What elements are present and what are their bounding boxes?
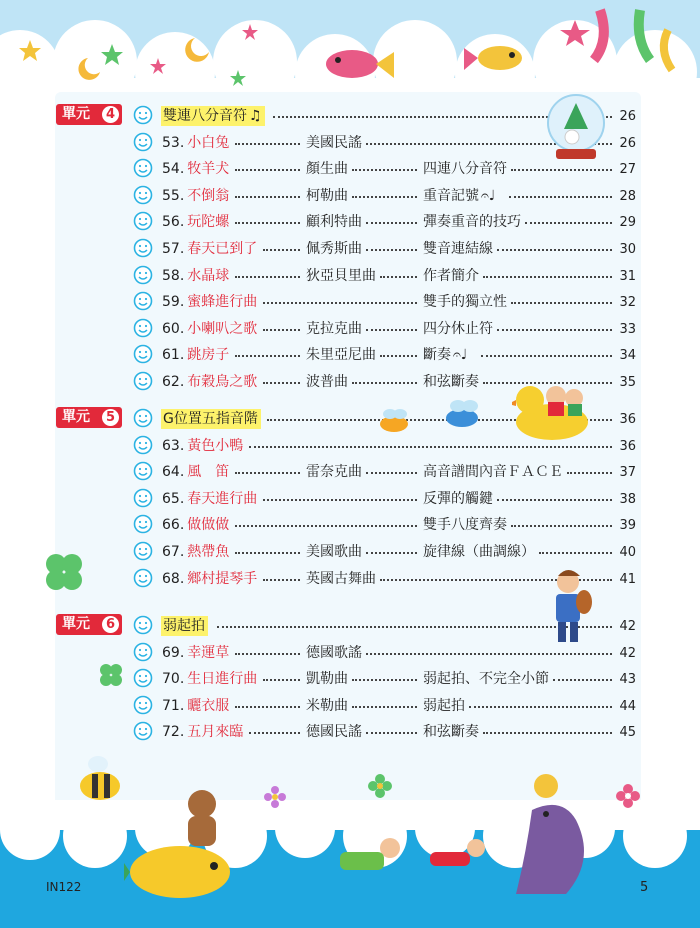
lesson-topic (423, 212, 521, 232)
page-ref: 26 (619, 135, 636, 151)
lesson-topic (423, 266, 479, 286)
unit-badge-label: 單元 (62, 409, 90, 425)
page-ref: 39 (619, 518, 636, 534)
child-swimmer-icon (330, 832, 410, 882)
bear-on-fish-icon (124, 780, 244, 902)
lesson-topic (423, 345, 467, 365)
dot-leader (249, 732, 300, 734)
composer: 德國歌謠 (306, 644, 362, 661)
page-ref: 42 (619, 619, 636, 634)
song-entry (162, 372, 257, 392)
smiley-icon (133, 642, 153, 662)
page-ref: 34 (619, 348, 636, 364)
smiley-icon (133, 105, 153, 125)
unit-number: 5 (102, 409, 119, 426)
smiley-icon (133, 211, 153, 231)
song-number: 53. (162, 134, 185, 151)
song-title: 風 笛 (187, 464, 230, 481)
lesson-topic-text: 高音譜間內音ＦＡＣＥ (423, 464, 563, 481)
song-row[interactable] (0, 237, 700, 261)
song-row[interactable] (0, 460, 700, 484)
smiley-icon (133, 158, 153, 178)
song-title: 布穀鳥之歌 (187, 374, 258, 390)
song-row[interactable] (0, 434, 700, 458)
dot-leader (380, 355, 417, 357)
lesson-topic (423, 489, 493, 509)
unit-badge-label: 單元 (62, 616, 90, 632)
song-entry (162, 186, 229, 206)
song-row[interactable] (0, 720, 700, 744)
song-number: 56. (162, 214, 185, 231)
song-number: 64. (162, 464, 185, 481)
composer: 克拉克曲 (306, 320, 362, 337)
dot-leader (511, 302, 612, 304)
music-symbol-icon: 𝄐♩ (453, 347, 468, 364)
dot-leader (235, 472, 300, 474)
seal-icon (512, 770, 622, 900)
lesson-topic (423, 186, 495, 206)
page-ref: 27 (619, 162, 636, 178)
smiley-icon (133, 371, 153, 391)
moon-icon (185, 38, 209, 62)
star-icon (19, 40, 41, 61)
flower-icon (594, 10, 672, 70)
star-icon (150, 58, 166, 74)
song-title: 不倒翁 (187, 187, 230, 204)
song-title: 牧羊犬 (187, 161, 230, 178)
dot-leader (263, 499, 417, 501)
dot-leader (235, 276, 300, 278)
song-row[interactable] (0, 184, 700, 208)
song-entry (162, 643, 229, 663)
page-ref: 32 (619, 295, 636, 311)
song-row[interactable] (0, 540, 700, 564)
fish-icon (326, 50, 394, 78)
song-entry (162, 212, 229, 232)
song-number: 61. (162, 347, 185, 364)
song-entry (162, 722, 243, 742)
dot-leader (235, 552, 300, 554)
song-number: 65. (162, 490, 185, 507)
dot-leader (352, 382, 417, 384)
song-number: 55. (162, 187, 185, 204)
smiley-icon (133, 541, 153, 561)
smiley-icon (133, 488, 153, 508)
moon-icon (78, 58, 100, 80)
song-number: 60. (162, 320, 185, 337)
smiley-icon (133, 238, 153, 258)
song-row[interactable] (0, 370, 700, 394)
lesson-topic-text: 和弦斷奏 (423, 724, 479, 741)
page-ref: 36 (619, 438, 636, 454)
page-ref: 43 (619, 672, 636, 688)
page-ref: 31 (619, 268, 636, 284)
lesson-topic-text: 旋律線（曲調線） (423, 544, 535, 560)
page-number: 5 (640, 880, 649, 895)
unit-badge (56, 614, 122, 635)
dot-leader (483, 732, 612, 734)
dot-leader (469, 706, 612, 708)
dot-leader (497, 249, 612, 251)
page-ref: 28 (619, 188, 636, 204)
dot-leader (525, 222, 612, 224)
unit-badge (56, 104, 122, 125)
dot-leader (511, 525, 612, 527)
composer: 波普曲 (306, 374, 348, 390)
composer: 顏生曲 (306, 161, 348, 178)
smiley-icon (133, 615, 153, 635)
dot-leader (263, 579, 300, 581)
song-row[interactable] (0, 317, 700, 341)
clover-icon (96, 660, 126, 690)
unit-title-text: 雙連八分音符 (163, 108, 247, 124)
song-entry (162, 436, 243, 456)
song-title: 黃色小鴨 (187, 437, 244, 454)
unit-title (161, 106, 265, 126)
page-ref: 40 (619, 545, 636, 560)
child-swimmer-icon (420, 836, 490, 876)
page-ref: 42 (619, 645, 636, 661)
song-entry (162, 542, 229, 562)
smiley-icon (133, 461, 153, 481)
star-icon (242, 24, 258, 40)
lesson-topic (423, 372, 479, 392)
lesson-topic-text: 重音記號 (423, 187, 479, 204)
page-ref: 41 (619, 571, 636, 587)
flower-icon (616, 784, 640, 808)
song-title: 春天已到了 (187, 241, 258, 257)
song-title: 五月來臨 (187, 724, 244, 741)
composer: 顧利特曲 (306, 214, 362, 231)
smiley-icon (133, 435, 153, 455)
song-number: 57. (162, 241, 185, 257)
dot-leader (366, 249, 417, 251)
song-entry (162, 159, 229, 179)
song-number: 54. (162, 161, 185, 178)
composer: 英國古舞曲 (306, 570, 376, 587)
dot-leader (481, 355, 612, 357)
dot-leader (235, 653, 300, 655)
lesson-topic-text: 四連八分音符 (423, 161, 507, 178)
song-number: 72. (162, 724, 185, 741)
lesson-topic (423, 159, 507, 179)
song-number: 69. (162, 644, 185, 661)
lesson-topic (423, 696, 465, 716)
dot-leader (366, 329, 417, 331)
song-title: 春天進行曲 (187, 490, 258, 507)
song-entry (162, 489, 257, 509)
star-icon (101, 44, 123, 65)
song-title: 水晶球 (187, 267, 230, 284)
dot-leader (235, 706, 300, 708)
dot-leader (352, 706, 417, 708)
dot-leader (263, 249, 300, 251)
smiley-icon (133, 344, 153, 364)
composer: 美國民謠 (306, 134, 362, 151)
song-entry (162, 292, 257, 312)
dot-leader (235, 143, 300, 145)
dot-leader (366, 732, 417, 734)
song-entry (162, 696, 229, 716)
dot-leader (509, 196, 612, 198)
smiley-icon (133, 408, 153, 428)
composer: 朱里亞尼曲 (306, 347, 376, 364)
page-ref: 30 (619, 242, 636, 257)
music-symbol-icon: 𝄐♩ (481, 187, 496, 204)
song-row[interactable] (0, 290, 700, 314)
song-number: 66. (162, 517, 185, 534)
song-title: 幸運草 (187, 644, 230, 661)
unit-badge (56, 407, 122, 428)
composer: 美國歌曲 (306, 544, 362, 560)
dot-leader (352, 196, 417, 198)
composer: 米勒曲 (306, 697, 348, 714)
smiley-icon (133, 668, 153, 688)
song-title: 玩陀螺 (187, 214, 230, 231)
composer: 雷奈克曲 (306, 464, 362, 481)
song-number: 58. (162, 267, 185, 284)
dot-leader (235, 169, 300, 171)
lesson-topic-text: 四分休止符 (423, 320, 493, 337)
song-entry (162, 669, 257, 689)
lesson-topic-text: 彈奏重音的技巧 (423, 214, 521, 231)
song-entry (162, 133, 229, 153)
song-entry (162, 569, 257, 589)
page-ref: 26 (619, 109, 636, 124)
bee-icon (72, 752, 126, 808)
fish-icon (464, 46, 522, 70)
song-row[interactable] (0, 343, 700, 367)
smiley-icon (133, 132, 153, 152)
dot-leader (235, 222, 300, 224)
lesson-topic-text: 雙手八度齊奏 (423, 517, 507, 534)
dot-leader (497, 499, 612, 501)
song-number: 62. (162, 374, 185, 390)
song-title: 跳房子 (187, 347, 230, 364)
song-title: 熱帶魚 (187, 544, 230, 560)
song-title: 生日進行曲 (187, 671, 258, 688)
unit-number: 4 (102, 106, 119, 123)
lesson-topic (423, 515, 507, 535)
dot-leader (235, 196, 300, 198)
unit-title (161, 616, 208, 636)
smiley-icon (133, 318, 153, 338)
dot-leader (235, 525, 417, 527)
dot-leader (366, 552, 417, 554)
song-number: 68. (162, 570, 185, 587)
song-entry (162, 266, 229, 286)
page-ref: 36 (619, 412, 636, 427)
flower-icon (264, 786, 286, 808)
composer: 德國民謠 (306, 724, 362, 741)
dot-leader (263, 329, 300, 331)
song-number: 59. (162, 294, 185, 311)
lesson-topic (423, 292, 507, 312)
page-ref: 33 (619, 321, 636, 337)
smiley-icon (133, 695, 153, 715)
star-icon (560, 20, 590, 46)
dot-leader (511, 169, 612, 171)
song-number: 63. (162, 437, 185, 454)
lesson-topic (423, 319, 493, 339)
song-number: 67. (162, 544, 185, 560)
music-note-icon: ♫ (249, 108, 262, 124)
composer: 狄亞貝里曲 (306, 267, 376, 284)
lesson-topic-text: 雙音連結線 (423, 241, 493, 257)
page-ref: 37 (619, 465, 636, 481)
clover-icon (40, 548, 88, 596)
song-row[interactable] (0, 513, 700, 537)
lesson-topic (423, 669, 549, 689)
smiley-icon (133, 265, 153, 285)
lesson-topic (423, 462, 563, 482)
song-title: 曬衣服 (187, 697, 230, 714)
smiley-icon (133, 291, 153, 311)
smiley-icon (133, 568, 153, 588)
dot-leader (249, 446, 612, 448)
lesson-topic (423, 722, 479, 742)
dot-leader (263, 679, 300, 681)
lesson-topic (423, 542, 535, 562)
unit-title-text: 弱起拍 (163, 618, 205, 634)
lesson-topic-text: 反彈的觸鍵 (423, 490, 493, 507)
dot-leader (366, 653, 612, 655)
duck-icon (512, 372, 594, 442)
lesson-topic-text: 和弦斷奏 (423, 374, 479, 390)
composer: 凱勒曲 (306, 671, 348, 688)
bee-icon (374, 408, 414, 436)
dot-leader (483, 276, 612, 278)
snow-globe-icon (542, 93, 610, 163)
page-ref: 35 (619, 375, 636, 390)
lesson-topic-text: 作者簡介 (423, 267, 479, 284)
song-entry (162, 462, 229, 482)
page-ref: 45 (619, 725, 636, 741)
dot-leader (497, 329, 612, 331)
unit-title-text: G位置五指音階 (163, 411, 258, 427)
dot-leader (352, 169, 417, 171)
song-title: 鄉村提琴手 (187, 570, 258, 587)
song-number: 71. (162, 697, 185, 714)
dot-leader (366, 472, 417, 474)
lesson-topic-text: 斷奏 (423, 347, 451, 364)
bee-icon (440, 400, 486, 432)
unit-title (161, 409, 261, 429)
song-number: 70. (162, 671, 185, 688)
flower-icon (368, 774, 392, 798)
song-title: 蜜蜂進行曲 (187, 294, 258, 311)
song-row[interactable] (0, 264, 700, 288)
song-title: 做做做 (187, 517, 230, 534)
lesson-topic-text: 弱起拍、不完全小節 (423, 671, 549, 688)
dot-leader (352, 679, 417, 681)
song-entry (162, 515, 229, 535)
page-ref: 38 (619, 491, 636, 507)
page-ref: 44 (619, 698, 636, 714)
smiley-icon (133, 185, 153, 205)
lesson-topic-text: 弱起拍 (423, 697, 465, 714)
lesson-topic-text: 雙手的獨立性 (423, 294, 507, 311)
violinist-icon (546, 568, 598, 644)
song-entry (162, 239, 257, 259)
dot-leader (235, 355, 300, 357)
book-code: IN122 (46, 880, 82, 894)
song-row[interactable] (0, 694, 700, 718)
song-row[interactable] (0, 487, 700, 511)
composer: 柯勒曲 (306, 187, 348, 204)
page-ref: 29 (619, 215, 636, 231)
unit-number: 6 (102, 616, 119, 633)
unit-badge-label: 單元 (62, 106, 90, 122)
song-row[interactable] (0, 210, 700, 234)
dot-leader (263, 302, 417, 304)
dot-leader (380, 276, 417, 278)
song-entry (162, 319, 257, 339)
smiley-icon (133, 514, 153, 534)
unit-header-row[interactable] (0, 407, 700, 431)
smiley-icon (133, 721, 153, 741)
star-icon (230, 70, 246, 86)
lesson-topic (423, 239, 493, 259)
composer: 佩秀斯曲 (306, 241, 362, 257)
song-title: 小喇叭之歌 (187, 320, 258, 337)
dot-leader (263, 382, 300, 384)
song-entry (162, 345, 229, 365)
song-title: 小白兔 (187, 134, 230, 151)
dot-leader (366, 222, 417, 224)
